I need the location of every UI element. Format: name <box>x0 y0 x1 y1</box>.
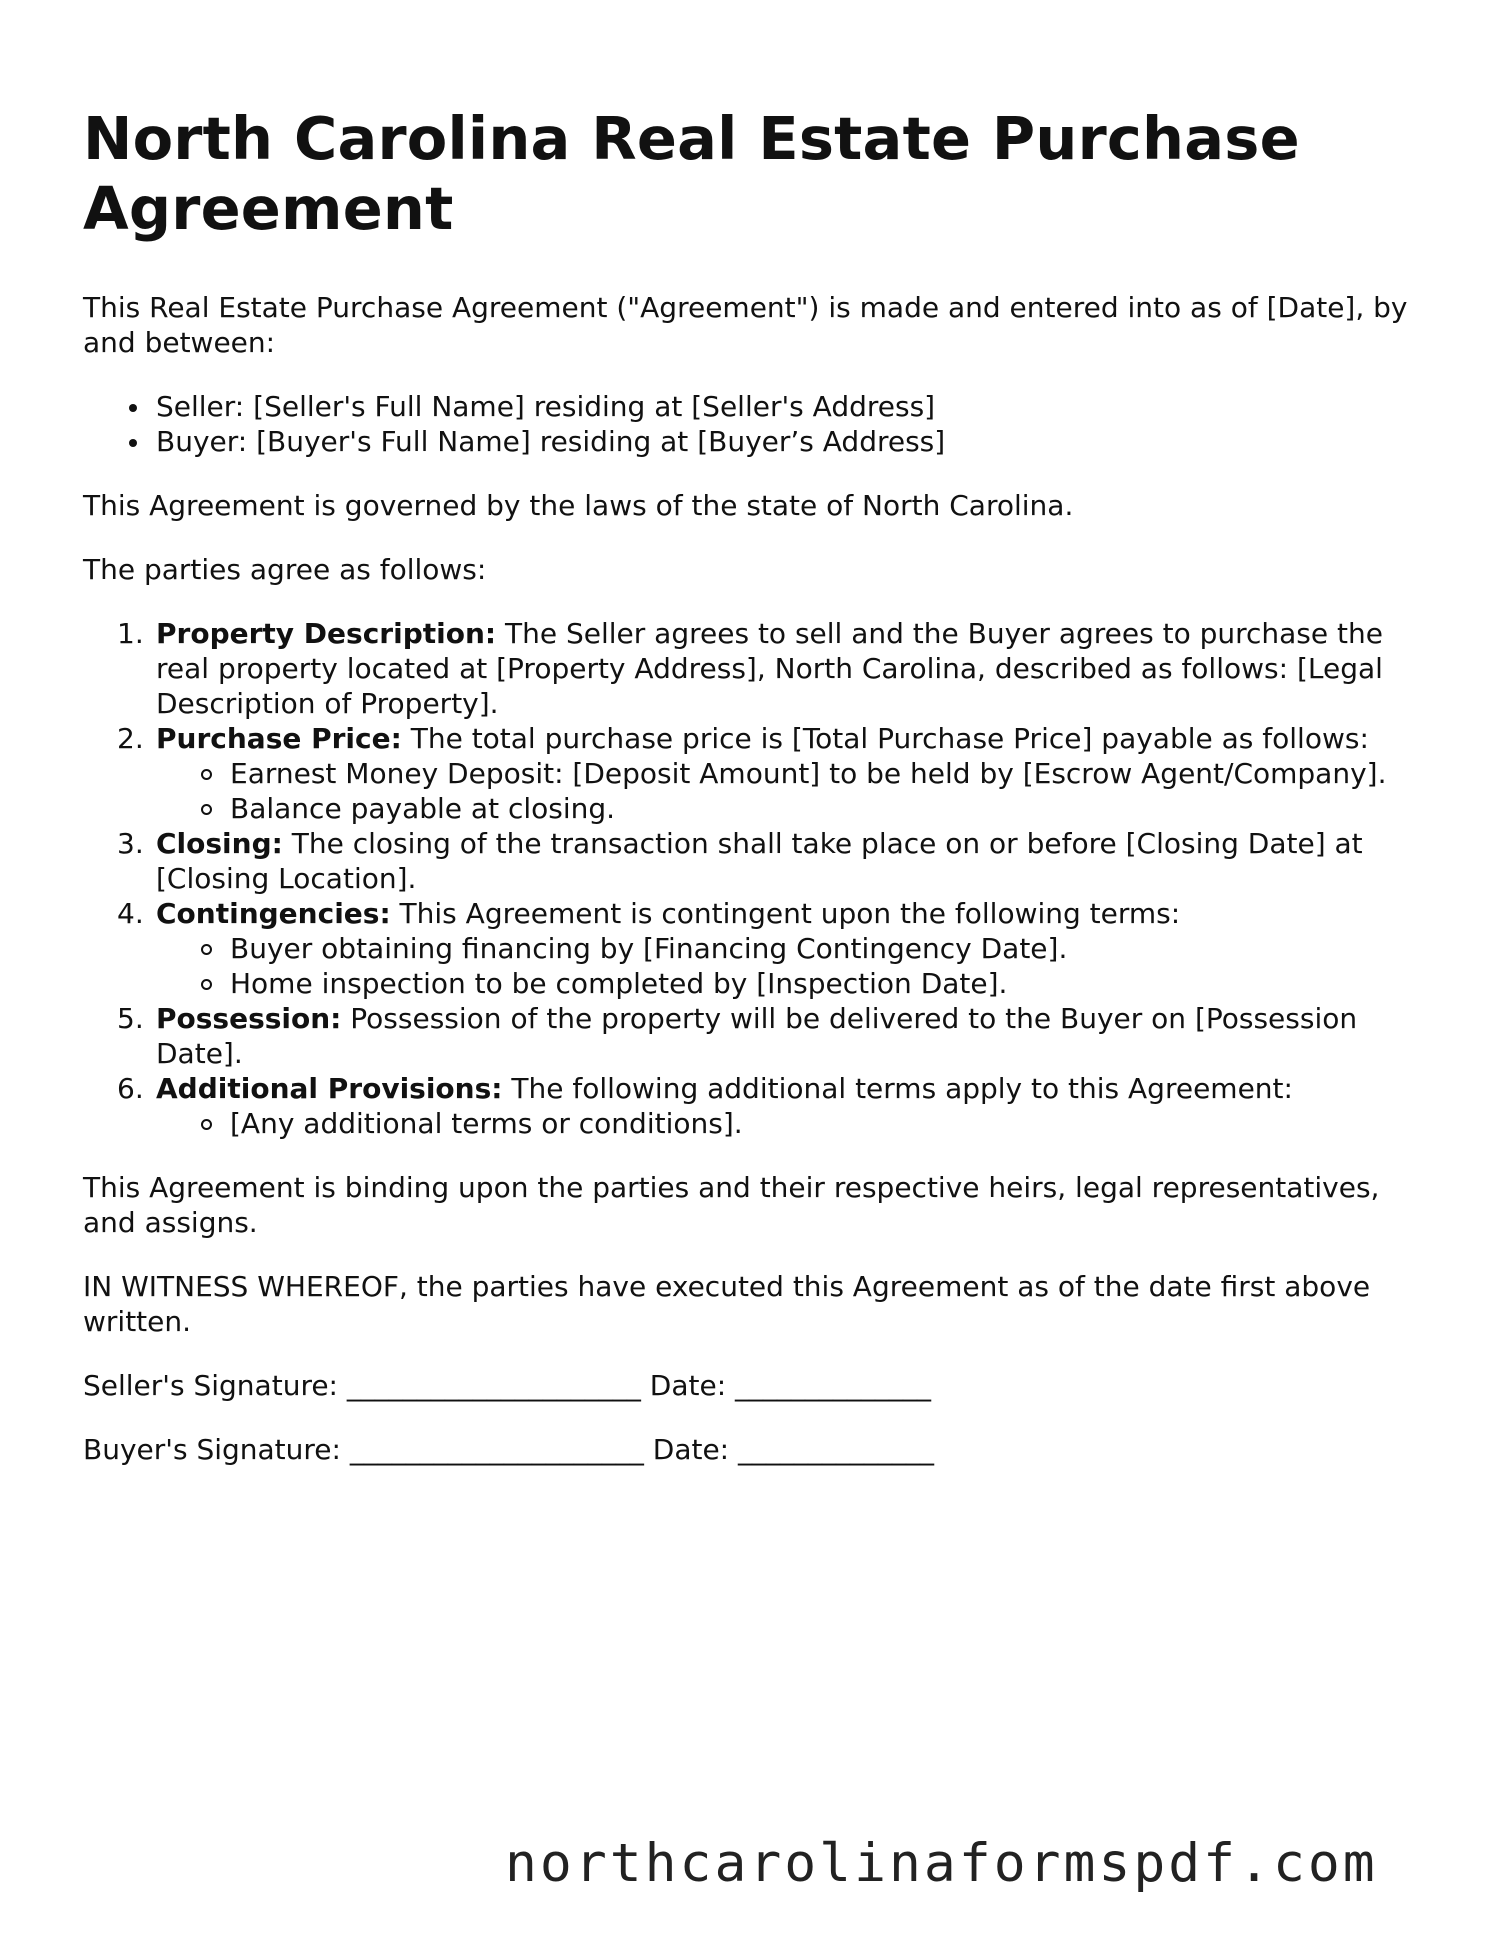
buyer-signature-line[interactable]: Buyer's Signature: _____________________ Date: ______________ <box>83 1433 935 1466</box>
sub-item: Home inspection to be completed by [Inspection Date]. <box>230 966 1423 1001</box>
party-buyer: Buyer: [Buyer's Full Name] residing at [Buyer’s Address] <box>156 424 1423 459</box>
witness-paragraph: IN WITNESS WHEREOF, the parties have executed this Agreement as of the date first above written. <box>83 1270 1371 1338</box>
document-title: North Carolina Real Estate Purchase Agreement <box>83 104 1300 243</box>
term-contingencies <box>117 896 1423 1001</box>
binding-paragraph: This Agreement is binding upon the parties and their respective heirs, legal representatives, and assigns. <box>83 1171 1380 1239</box>
parties-list <box>83 389 1423 459</box>
term-text: The total purchase price is [Total Purchase Price] payable as follows: <box>401 722 1369 755</box>
term-closing <box>117 826 1423 896</box>
term-heading: Additional Provisions: <box>156 1072 503 1105</box>
term-number: 1. <box>117 617 144 650</box>
term-possession <box>117 1001 1423 1071</box>
document-page <box>83 104 1423 1496</box>
sub-item: Balance payable at closing. <box>230 791 1423 826</box>
term-heading: Closing: <box>156 827 283 860</box>
term-number: 6. <box>117 1072 144 1105</box>
governing-law-paragraph: This Agreement is governed by the laws of the state of North Carolina. <box>83 489 1074 522</box>
contingencies-sublist <box>156 931 1423 1001</box>
party-seller: Seller: [Seller's Full Name] residing at [Seller's Address] <box>156 389 1423 424</box>
term-text: The Seller agrees to sell and the Buyer agrees to purchase the real property located at [Property Address], North Carolina, described as follows: [Legal Description of Property]. <box>156 617 1383 720</box>
seller-signature-line[interactable]: Seller's Signature: _____________________ Date: ______________ <box>83 1369 932 1402</box>
term-number: 3. <box>117 827 144 860</box>
sub-item: [Any additional terms or conditions]. <box>230 1106 1423 1141</box>
term-text: The following additional terms apply to this Agreement: <box>502 1072 1293 1105</box>
additional-provisions-sublist <box>156 1106 1423 1141</box>
sub-item: Earnest Money Deposit: [Deposit Amount] to be held by [Escrow Agent/Company]. <box>230 756 1423 791</box>
term-text: The closing of the transaction shall take place on or before [Closing Date] at [Closing Location]. <box>156 827 1363 895</box>
term-text: This Agreement is contingent upon the following terms: <box>390 897 1181 930</box>
term-property-description <box>117 616 1423 721</box>
term-text: Possession of the property will be delivered to the Buyer on [Possession Date]. <box>156 1002 1358 1070</box>
purchase-price-sublist <box>156 756 1423 826</box>
term-heading: Possession: <box>156 1002 342 1035</box>
term-number: 5. <box>117 1002 144 1035</box>
term-heading: Purchase Price: <box>156 722 402 755</box>
intro-paragraph: This Real Estate Purchase Agreement ("Agreement") is made and entered into as of [Date], by and between: <box>83 291 1408 359</box>
term-heading: Contingencies: <box>156 897 391 930</box>
term-additional-provisions <box>117 1071 1423 1141</box>
term-number: 2. <box>117 722 144 755</box>
terms-list <box>83 616 1423 1141</box>
term-number: 4. <box>117 897 144 930</box>
term-purchase-price <box>117 721 1423 826</box>
term-heading: Property Description: <box>156 617 497 650</box>
site-watermark: northcarolinaformspdf.com <box>505 1833 1378 1894</box>
agree-intro-paragraph: The parties agree as follows: <box>83 553 487 586</box>
sub-item: Buyer obtaining financing by [Financing Contingency Date]. <box>230 931 1423 966</box>
